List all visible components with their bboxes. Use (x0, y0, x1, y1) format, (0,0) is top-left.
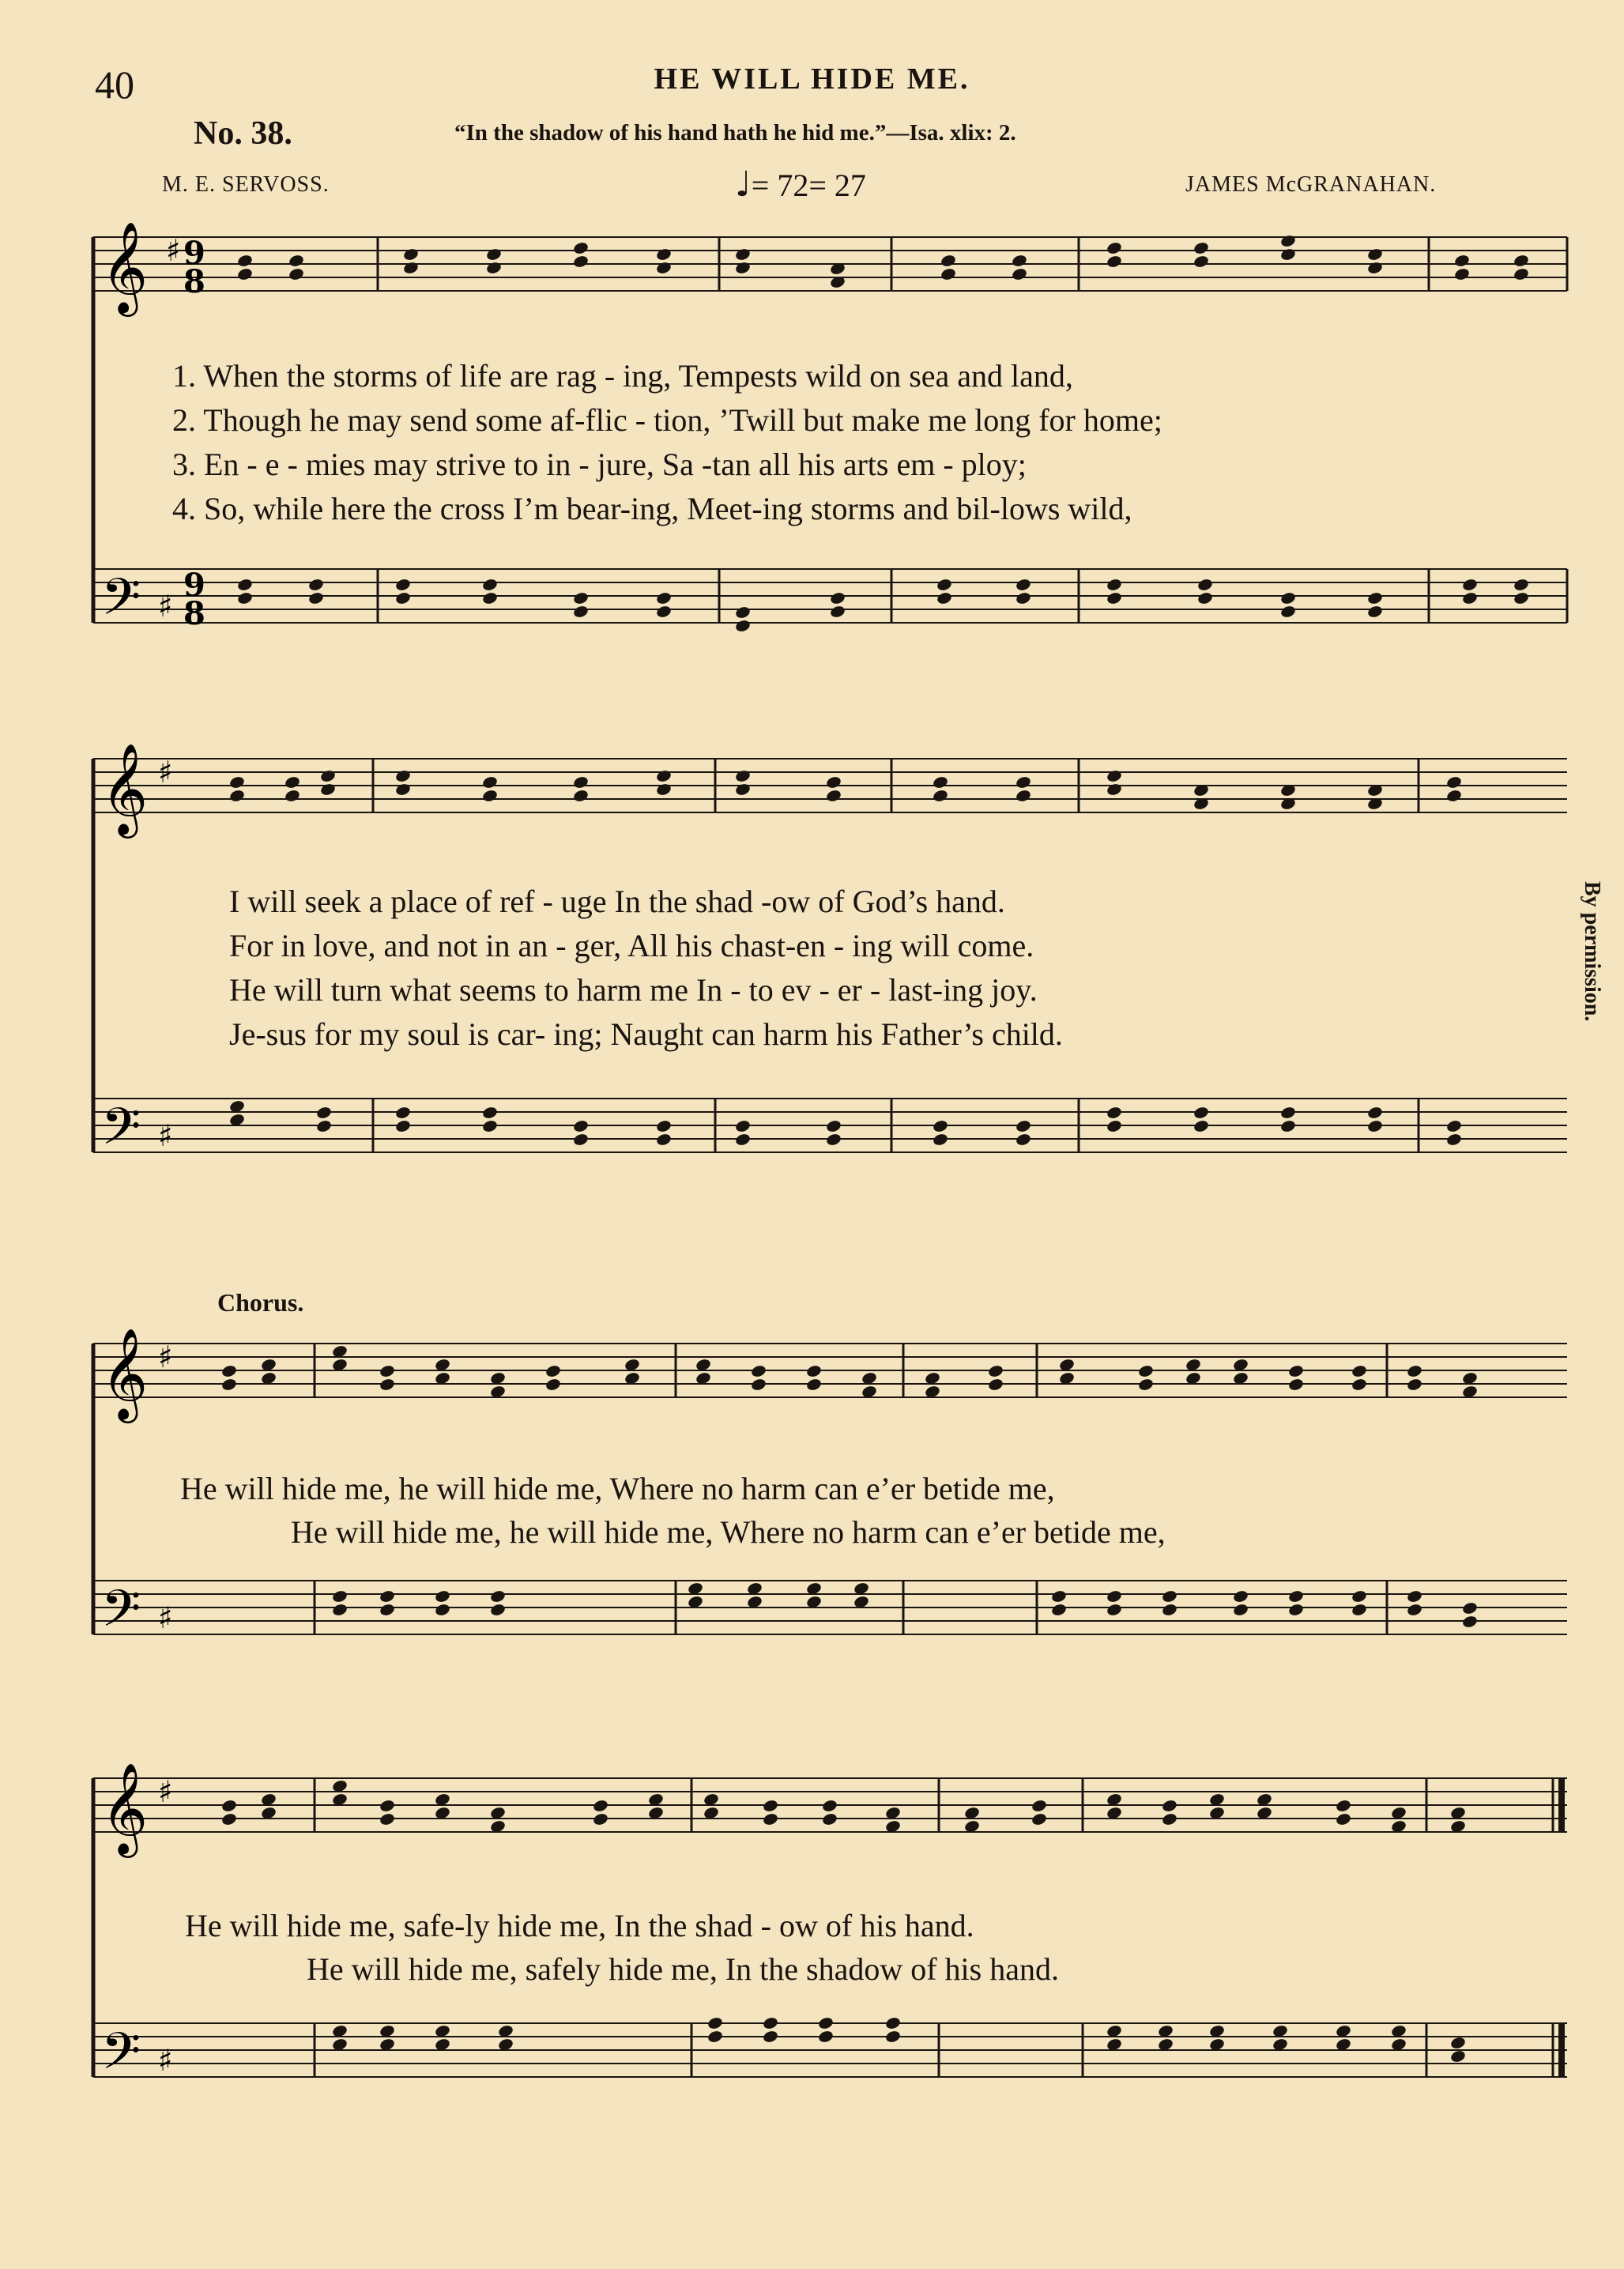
permission-note: By permission. (1580, 881, 1604, 1022)
verse-line-1-v4: 4. So, while here the cross I’m bear-ing, Meet-ing storms and bil-lows wild, (172, 491, 1132, 526)
svg-text:𝄞: 𝄞 (101, 1762, 149, 1854)
page-title: HE WILL HIDE ME. (654, 62, 970, 96)
svg-text:9: 9 (183, 567, 205, 604)
page-number: 40 (95, 62, 134, 107)
verse-line-2-v2: For in love, and not in an - ger, All his chast-en - ing will come. (229, 928, 1034, 963)
verse-line-1-v1: 1. When the storms of life are rag - ing, Tempests wild on sea and land, (172, 358, 1073, 394)
svg-text:♯: ♯ (158, 755, 173, 790)
svg-text:𝄢: 𝄢 (101, 2022, 141, 2094)
svg-text:♯: ♯ (166, 233, 181, 268)
svg-text:8: 8 (183, 595, 205, 632)
verse-line-1-v2: 2. Though he may send some af-flic - tion, ’Twill but make me long for home; (172, 402, 1162, 438)
chorus-line-1-lower: He will hide me, he will hide me, Where no harm can e’er betide me, (291, 1514, 1166, 1550)
verse-line-2-v1: I will seek a place of ref - uge In the shad -ow of God’s hand. (229, 884, 1005, 919)
composer-credit: JAMES McGRANAHAN. (1185, 172, 1437, 197)
hymn-number: No. 38. (194, 115, 292, 152)
chorus-label: Chorus. (217, 1288, 304, 1317)
svg-text:𝄞: 𝄞 (101, 220, 149, 313)
scripture-reference: “In the shadow of his hand hath he hid me.”—Isa. xlix: 2. (454, 120, 1016, 145)
svg-text:𝄢: 𝄢 (101, 1098, 141, 1169)
svg-text:𝄢: 𝄢 (101, 1580, 141, 1651)
svg-text:♯: ♯ (158, 1774, 173, 1809)
svg-text:♯: ♯ (158, 1340, 173, 1374)
svg-text:♯: ♯ (158, 1600, 173, 1635)
svg-text:♯: ♯ (158, 1118, 173, 1153)
quarter-note-icon: ♩ (735, 164, 752, 205)
verse-line-2-v4: Je-sus for my soul is car- ing; Naught can harm his Father’s child. (229, 1016, 1063, 1052)
chorus-line-2-lower: He will hide me, safely hide me, In the shadow of his hand. (307, 1951, 1059, 1987)
chorus-line-1-upper: He will hide me, he will hide me, Where no harm can e’er betide me, (180, 1471, 1055, 1506)
verse-line-1-v3: 3. En - e - mies may strive to in - jure, Sa -tan all his arts em - ploy; (172, 447, 1027, 482)
svg-text:♯: ♯ (158, 2043, 173, 2078)
svg-text:♯: ♯ (158, 589, 173, 624)
svg-text:𝄞: 𝄞 (101, 742, 149, 835)
chorus-line-2-upper: He will hide me, safe-ly hide me, In the shad - ow of his hand. (185, 1908, 974, 1943)
svg-text:8: 8 (183, 263, 205, 300)
verse-line-2-v3: He will turn what seems to harm me In - to ev - er - last-ing joy. (229, 972, 1038, 1008)
lyricist-credit: M. E. SERVOSS. (162, 172, 330, 197)
svg-text:𝄢: 𝄢 (101, 568, 141, 639)
tempo-value: = 72= 27 (751, 168, 866, 203)
svg-text:9: 9 (183, 235, 205, 272)
svg-text:𝄞: 𝄞 (101, 1327, 149, 1419)
